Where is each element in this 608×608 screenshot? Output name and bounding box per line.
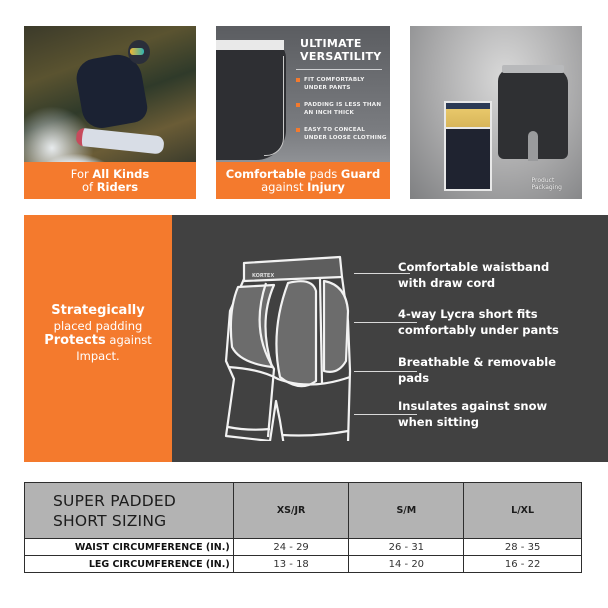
svg-text:KORTEX: KORTEX [252, 273, 275, 279]
table-cell: 14 - 20 [349, 556, 464, 573]
row-label: WAIST CIRCUMFERENCE (IN.) [25, 539, 234, 556]
title-line: ULTIMATE [300, 37, 362, 50]
square-bullet-icon [296, 78, 300, 82]
bullet-item: FIT COMFORTABLY UNDER PANTS [296, 76, 388, 92]
title-line: VERSATILITY [300, 50, 382, 63]
versatility-tile [216, 26, 390, 199]
package-label [444, 101, 492, 129]
riders-tile [24, 26, 196, 199]
leg-gap [528, 131, 538, 161]
promo-text: Impact. [76, 348, 120, 363]
packaging-caption: Product Packaging [531, 177, 562, 191]
versatility-bullets [296, 76, 388, 151]
shorts-waistband [216, 40, 284, 50]
callout-waistband: Comfortable waistband with draw cord [398, 260, 550, 290]
table-row [25, 539, 582, 556]
column-header: S/M [349, 483, 464, 539]
table-cell: 28 - 35 [464, 539, 582, 556]
padded-shorts-outline-icon [200, 251, 400, 441]
callout-pads: Breathable & removable pads [398, 355, 557, 385]
promo-bold: Protects [44, 333, 106, 348]
caption-bold: All Kinds [92, 167, 150, 181]
versatility-title [300, 37, 382, 63]
divider [296, 69, 382, 70]
versatility-caption: Comfortable pads Guard against Injury [216, 162, 390, 199]
bullet-item: PADDING IS LESS THAN AN INCH THICK [296, 101, 388, 117]
promo-bold: Strategically [51, 303, 145, 318]
table-title: SUPER PADDED SHORT SIZING [25, 483, 234, 539]
table-cell: 26 - 31 [349, 539, 464, 556]
table-cell: 13 - 18 [233, 556, 349, 573]
column-header: L/XL [464, 483, 582, 539]
promo-text: against [105, 333, 152, 347]
table-cell: 24 - 29 [233, 539, 349, 556]
column-header: XS/JR [233, 483, 349, 539]
row-label: LEG CIRCUMFERENCE (IN.) [25, 556, 234, 573]
table-header-row [25, 483, 582, 539]
callout-lycra: 4-way Lycra short fits comfortably under pants [398, 307, 559, 337]
shorts-seam [264, 56, 284, 156]
caption-bold: Riders [96, 179, 139, 194]
packaging-tile [410, 26, 582, 199]
table-cell: 16 - 22 [464, 556, 582, 573]
callout-insulation: Insulates against snow when sitting [398, 399, 548, 429]
square-bullet-icon [296, 128, 300, 132]
sizing-table [24, 482, 582, 573]
square-bullet-icon [296, 103, 300, 107]
caption-text: of [81, 179, 97, 194]
caption-text: For [70, 167, 93, 181]
table-row [25, 556, 582, 573]
shorts-waistband [502, 65, 564, 73]
riders-caption [24, 162, 196, 199]
bullet-item: EASY TO CONCEAL UNDER LOOSE CLOTHING [296, 126, 388, 142]
promo-text: placed padding [53, 318, 143, 333]
goggles [130, 48, 144, 55]
promo-panel [24, 215, 172, 462]
feature-band [24, 215, 608, 462]
